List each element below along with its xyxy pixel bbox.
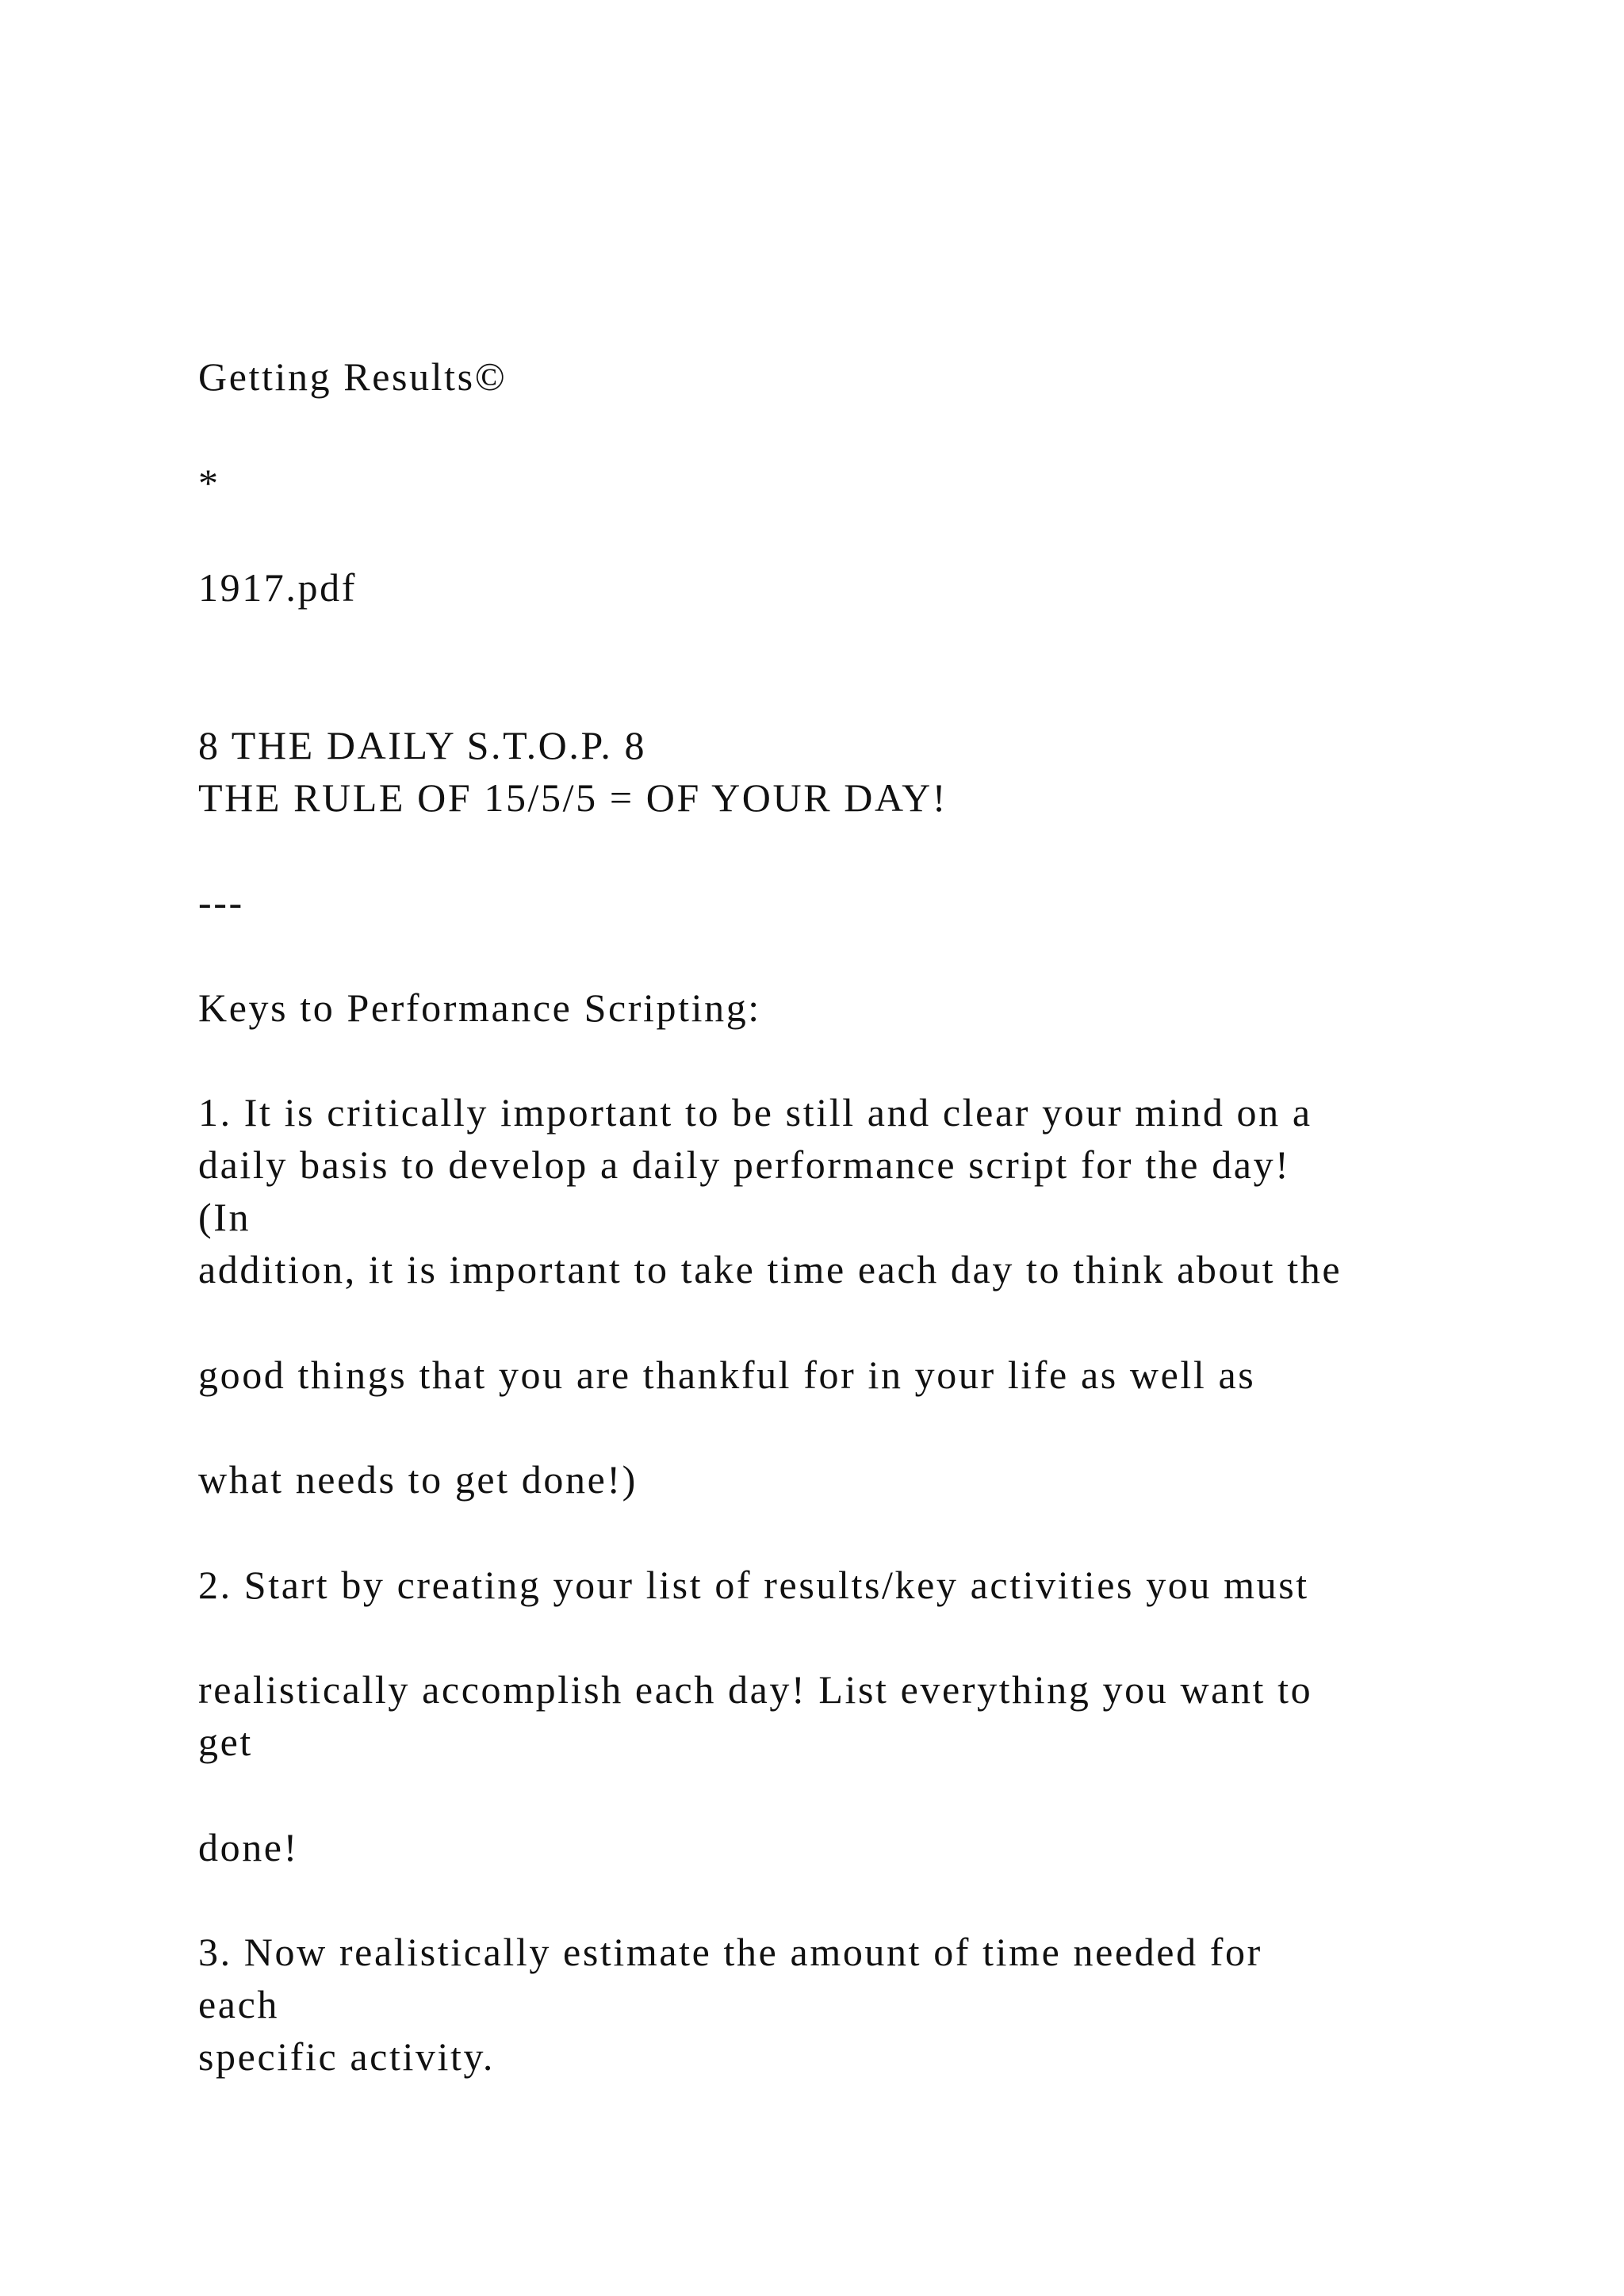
heading-line-2: THE RULE OF 15/5/5 = OF YOUR DAY! — [198, 775, 948, 820]
item-3-line-2: each — [198, 1982, 279, 2026]
filename-text: 1917.pdf — [198, 565, 357, 610]
item-1-line-4: addition, it is important to take time each day to think about the — [198, 1247, 1342, 1292]
item-3-line-3: specific activity. — [198, 2034, 495, 2079]
document-title: Getting Results© — [198, 354, 508, 399]
item-2-line-3: get — [198, 1720, 253, 1764]
asterisk-marker: * — [198, 461, 220, 505]
item-3-line-1: 3. Now realistically estimate the amount of time needed for — [198, 1930, 1262, 1974]
heading-line-1: 8 THE DAILY S.T.O.P. 8 — [198, 723, 647, 767]
separator-text: --- — [198, 880, 244, 924]
item-1-line-1: 1. It is critically important to be still and clear your mind on a — [198, 1090, 1312, 1135]
item-1-line-3: (In — [198, 1195, 251, 1239]
item-1-line-2: daily basis to develop a daily performance script for the day! — [198, 1142, 1291, 1187]
item-1-line-6: what needs to get done!) — [198, 1457, 638, 1502]
item-2-line-1: 2. Start by creating your list of results/key activities you must — [198, 1563, 1309, 1607]
item-2-line-4: done! — [198, 1825, 299, 1869]
item-2-line-2: realistically accomplish each day! List everything you want to — [198, 1667, 1313, 1712]
item-1-line-5: good things that you are thankful for in your life as well as — [198, 1353, 1256, 1397]
section-title: Keys to Performance Scripting: — [198, 985, 761, 1030]
